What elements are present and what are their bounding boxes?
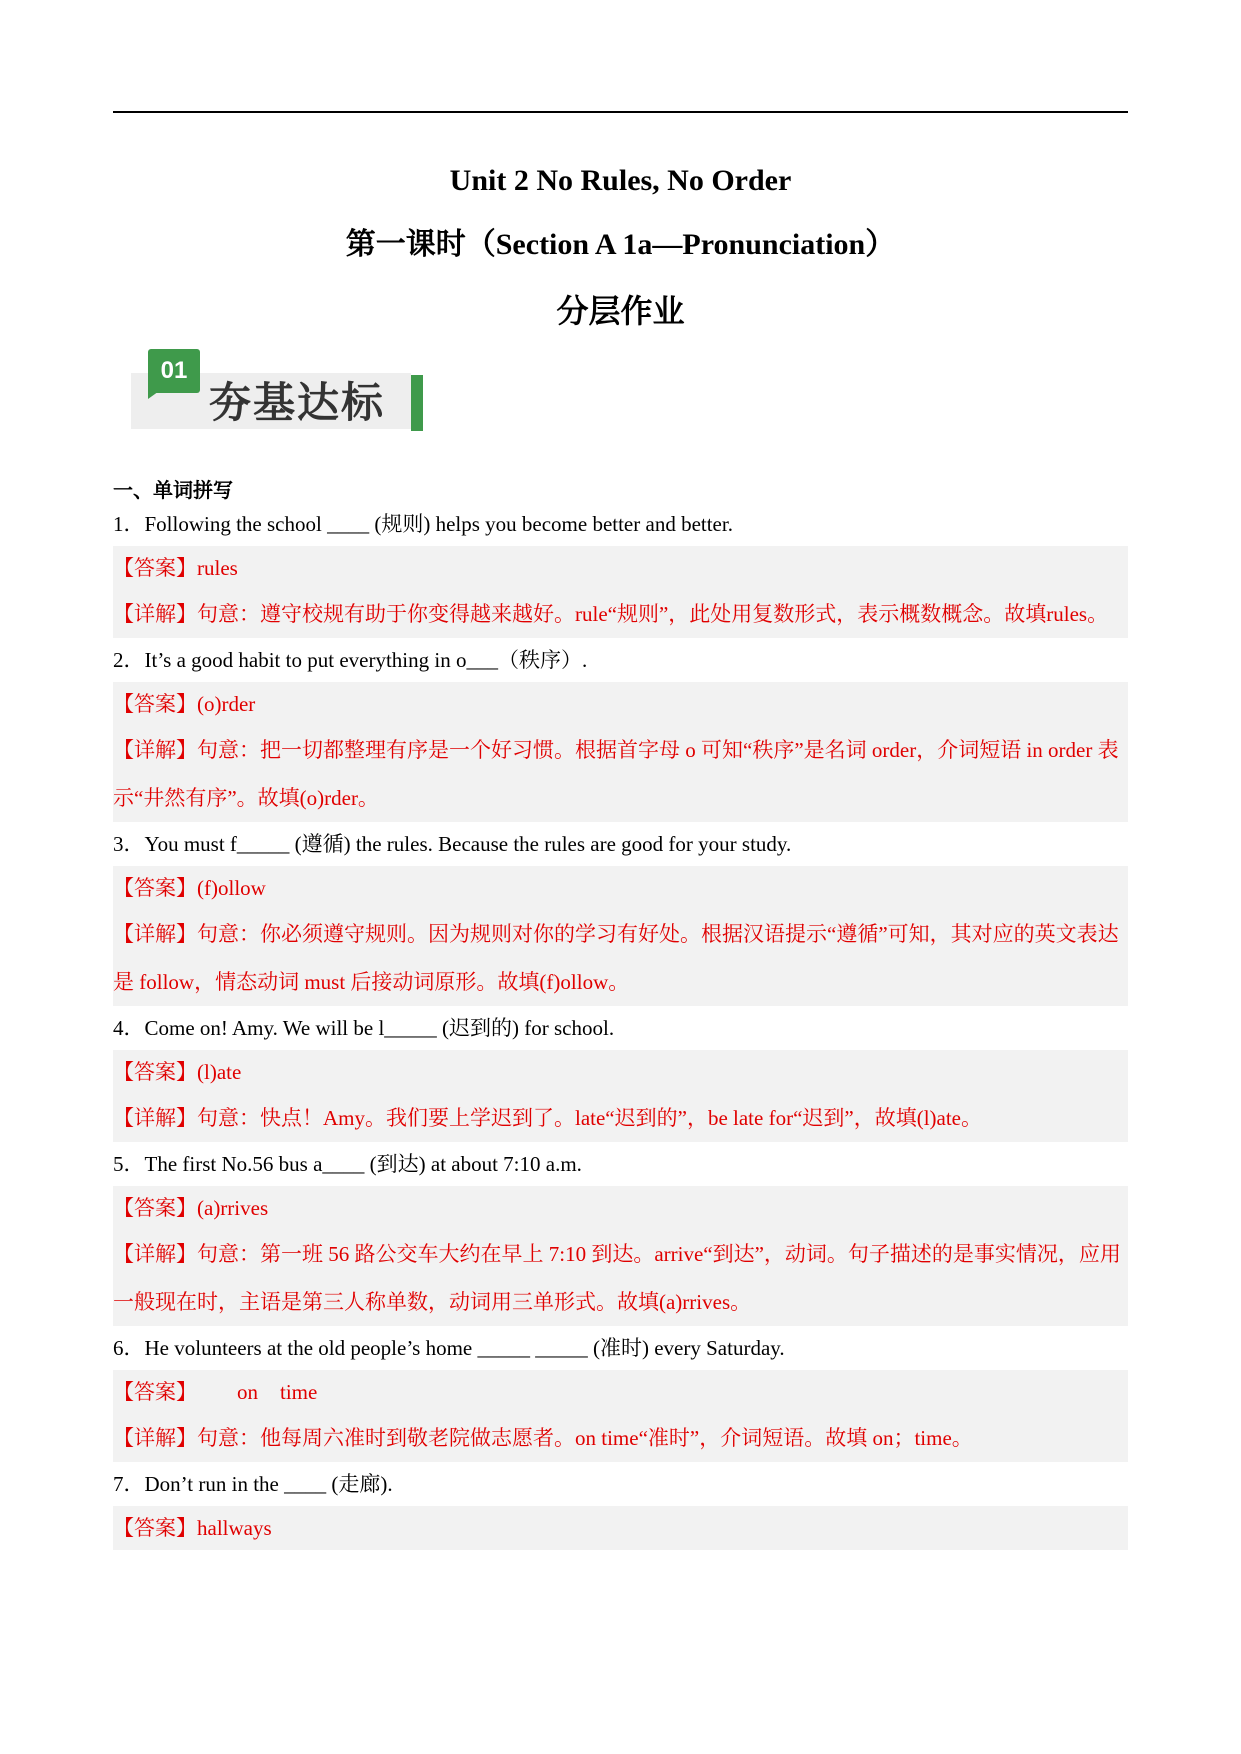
answer-box — [113, 1186, 1128, 1326]
answer-part: on — [237, 1380, 258, 1404]
question-text: 1．Following the school ____ (规则) helps you become better and better. — [113, 512, 733, 536]
level-banner — [131, 349, 423, 433]
unit-title: Unit 2 No Rules, No Order — [449, 164, 792, 197]
answer-line: 【答案】(l)ate — [113, 1060, 242, 1084]
answer-line: 【答案】(a)rrives — [113, 1196, 269, 1220]
explanation-text: 【详解】句意：遵守校规有助于你变得越来越好。rule“规则”，此处用复数形式，表示概数概念。故填rules。 — [113, 602, 1109, 626]
explanation-text: 【详解】句意：你必须遵守规则。因为规则对你的学习有好处。根据汉语提示“遵循”可知，其对应的英文表达是 follow，情态动词 must 后接动词原形。故填(f)ollow。 — [113, 922, 1119, 994]
answer-line: 【答案】hallways — [113, 1516, 272, 1540]
top-rule — [113, 111, 1128, 113]
answer-line — [113, 1370, 1128, 1414]
question-text: 7．Don’t run in the ____ (走廊). — [113, 1472, 393, 1496]
explanation-text: 【详解】句意：快点！Amy。我们要上学迟到了。late“迟到的”，be late for“迟到”，故填(l)ate。 — [113, 1106, 983, 1130]
explanation-text: 【详解】句意：第一班 56 路公交车大约在早上 7:10 到达。arrive“到达”，动词。句子描述的是事实情况，应用一般现在时，主语是第三人称单数，动词用三单形式。故填(a)rrives。 — [113, 1242, 1121, 1314]
explanation-text: 【详解】句意：把一切都整理有序是一个好习惯。根据首字母 o 可知“秩序”是名词 order，介词短语 in order 表示“井然有序”。故填(o)rder。 — [113, 738, 1119, 810]
homework-heading: 分层作业 — [556, 293, 685, 329]
explanation-text: 【详解】句意：他每周六准时到敬老院做志愿者。on time“准时”，介词短语。故填 on；time。 — [113, 1426, 973, 1450]
answer-box — [113, 1506, 1128, 1550]
exercise-content — [113, 476, 1128, 1554]
answer-box — [113, 682, 1128, 822]
answer-box — [113, 1370, 1128, 1462]
banner-accent-bar — [411, 375, 423, 431]
answer-line: 【答案】(f)ollow — [113, 876, 266, 900]
answer-box — [113, 866, 1128, 1006]
answer-box — [113, 546, 1128, 638]
answer-line: 【答案】(o)rder — [113, 692, 256, 716]
lesson-subtitle: 第一课时（Section A 1a—Pronunciation） — [345, 228, 896, 261]
banner-number-badge: 01 — [148, 349, 200, 393]
question-text: 2．It’s a good habit to put everything in o___（秩序）. — [113, 648, 588, 672]
question-text: 6．He volunteers at the old people’s home _____ _____ (准时) every Saturday. — [113, 1336, 785, 1360]
question-text: 3．You must f_____ (遵循) the rules. Because the rules are good for your study. — [113, 832, 792, 856]
badge-tail-icon — [148, 389, 162, 399]
banner-label: 夯基达标 — [209, 378, 386, 427]
question-text: 4．Come on! Amy. We will be l_____ (迟到的) for school. — [113, 1016, 615, 1040]
section-title: 一、单词拼写 — [113, 480, 233, 502]
answer-label: 【答案】 — [113, 1380, 197, 1404]
answer-box — [113, 1050, 1128, 1142]
title-block — [113, 160, 1128, 332]
question-text: 5．The first No.56 bus a____ (到达) at about 7:10 a.m. — [113, 1152, 582, 1176]
answer-part: time — [280, 1380, 318, 1404]
answer-line: 【答案】rules — [113, 556, 238, 580]
